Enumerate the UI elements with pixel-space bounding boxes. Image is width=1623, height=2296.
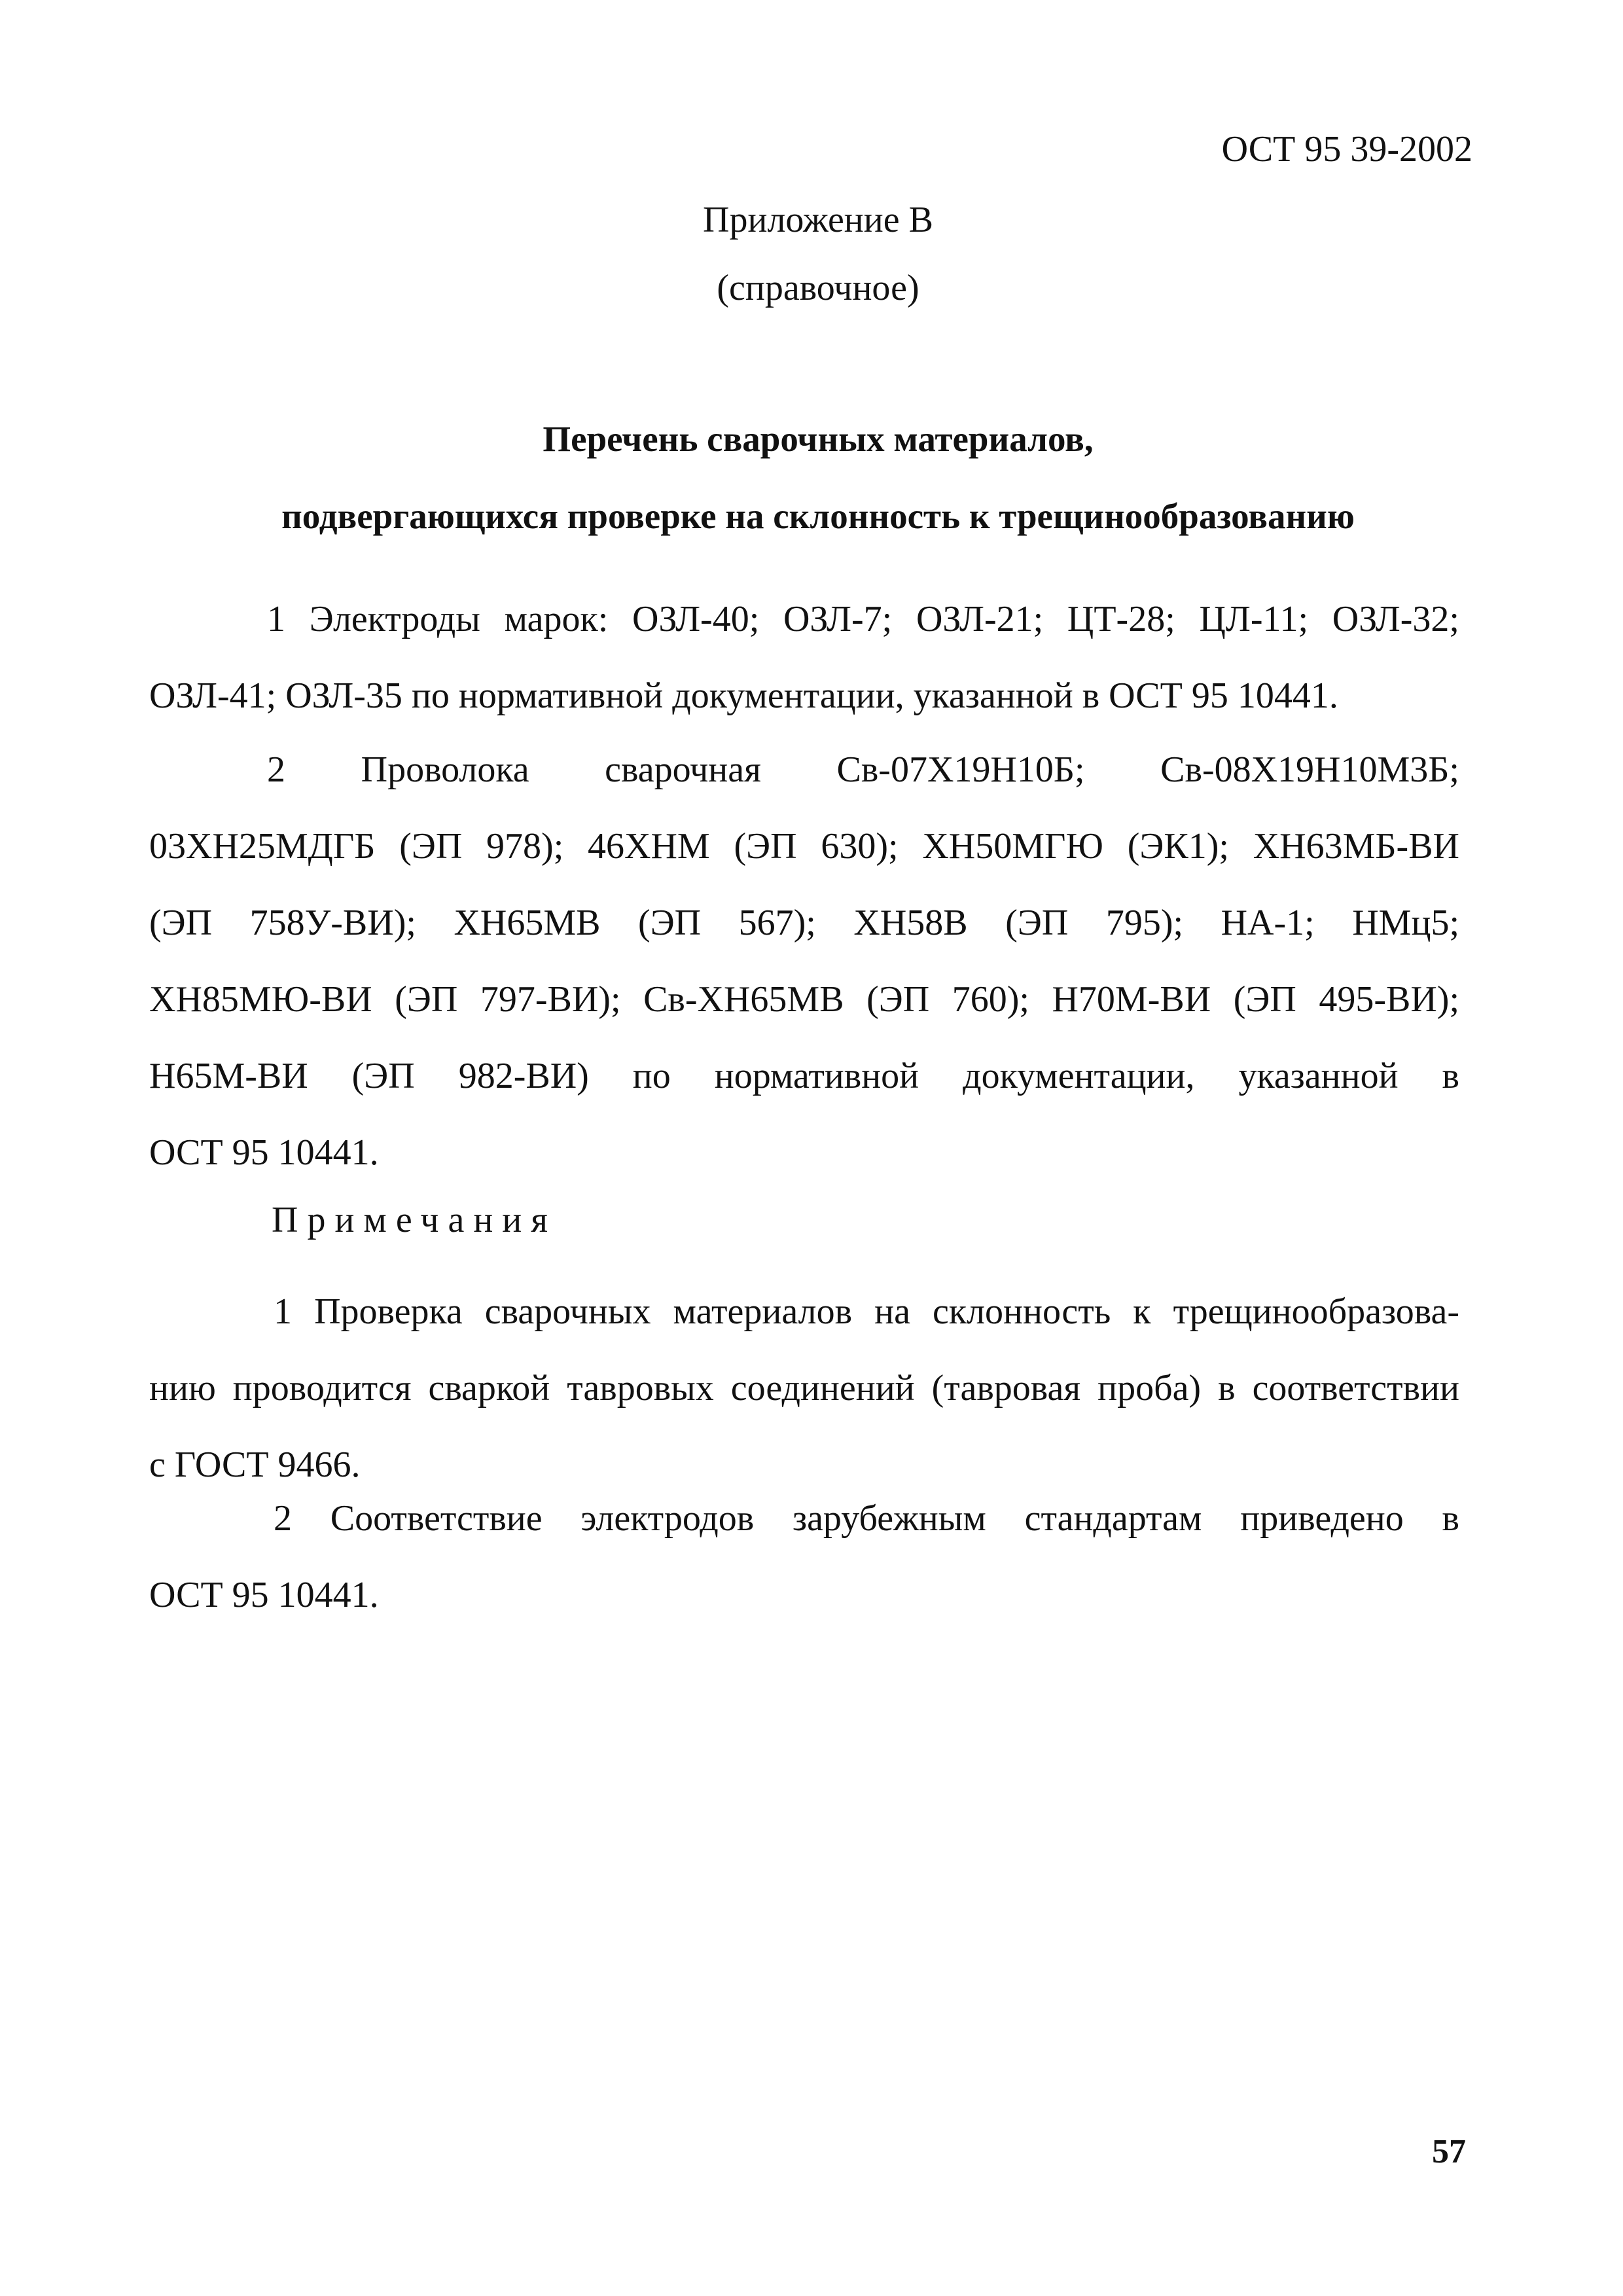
section-title-line: подвергающихся проверке на склонность к трещинообразованию [281,496,1355,536]
paragraph-electrodes [149,581,1459,734]
note-2 [149,1480,1459,1634]
paragraph-line: 03ХН25МДГБ (ЭП 978); 46ХНМ (ЭП 630); ХН50МГЮ (ЭК1); ХН63МБ-ВИ [149,826,1459,867]
page-number: 57 [1432,2133,1466,2170]
note-line: нию проводится сваркой тавровых соединений (тавровая проба) в соответствии [149,1368,1459,1408]
paragraph-welding-wire [149,732,1459,1191]
section-title-line: Перечень сварочных материалов, [543,419,1094,459]
paragraph-line: 1 Электроды марок: ОЗЛ-40; ОЗЛ-7; ОЗЛ-21; ЦТ-28; ЦЛ-11; ОЗЛ-32; [267,599,1459,639]
section-title [0,401,1623,555]
paragraph-line: Н65М-ВИ (ЭП 982-ВИ) по нормативной документации, указанной в [149,1056,1459,1096]
paragraph-line: (ЭП 758У-ВИ); ХН65МВ (ЭП 567); ХН58В (ЭП 795); НА-1; НМц5; [149,903,1459,943]
note-1 [149,1274,1459,1503]
note-line: 2 Соответствие электродов зарубежным стандартам приведено в [274,1498,1459,1539]
note-line: ОСТ 95 10441. [149,1575,379,1615]
note-line: с ГОСТ 9466. [149,1444,361,1485]
paragraph-line: ОЗЛ-41; ОЗЛ-35 по нормативной документации, указанной в ОСТ 95 10441. [149,675,1338,716]
appendix-title: Приложение В [703,200,933,240]
appendix-kind: (справочное) [717,268,919,308]
paragraph-line: ОСТ 95 10441. [149,1132,379,1173]
paragraph-line: 2 Проволока сварочная Св-07Х19Н10Б; Св-08Х19Н10М3Б; [267,749,1459,790]
notes-heading: Примечания [272,1200,558,1240]
note-line: 1 Проверка сварочных материалов на склонность к трещинообразова- [274,1291,1459,1332]
paragraph-line: ХН85МЮ-ВИ (ЭП 797-ВИ); Св-ХН65МВ (ЭП 760); Н70М-ВИ (ЭП 495-ВИ); [149,979,1459,1020]
document-code: ОСТ 95 39-2002 [1221,129,1472,170]
